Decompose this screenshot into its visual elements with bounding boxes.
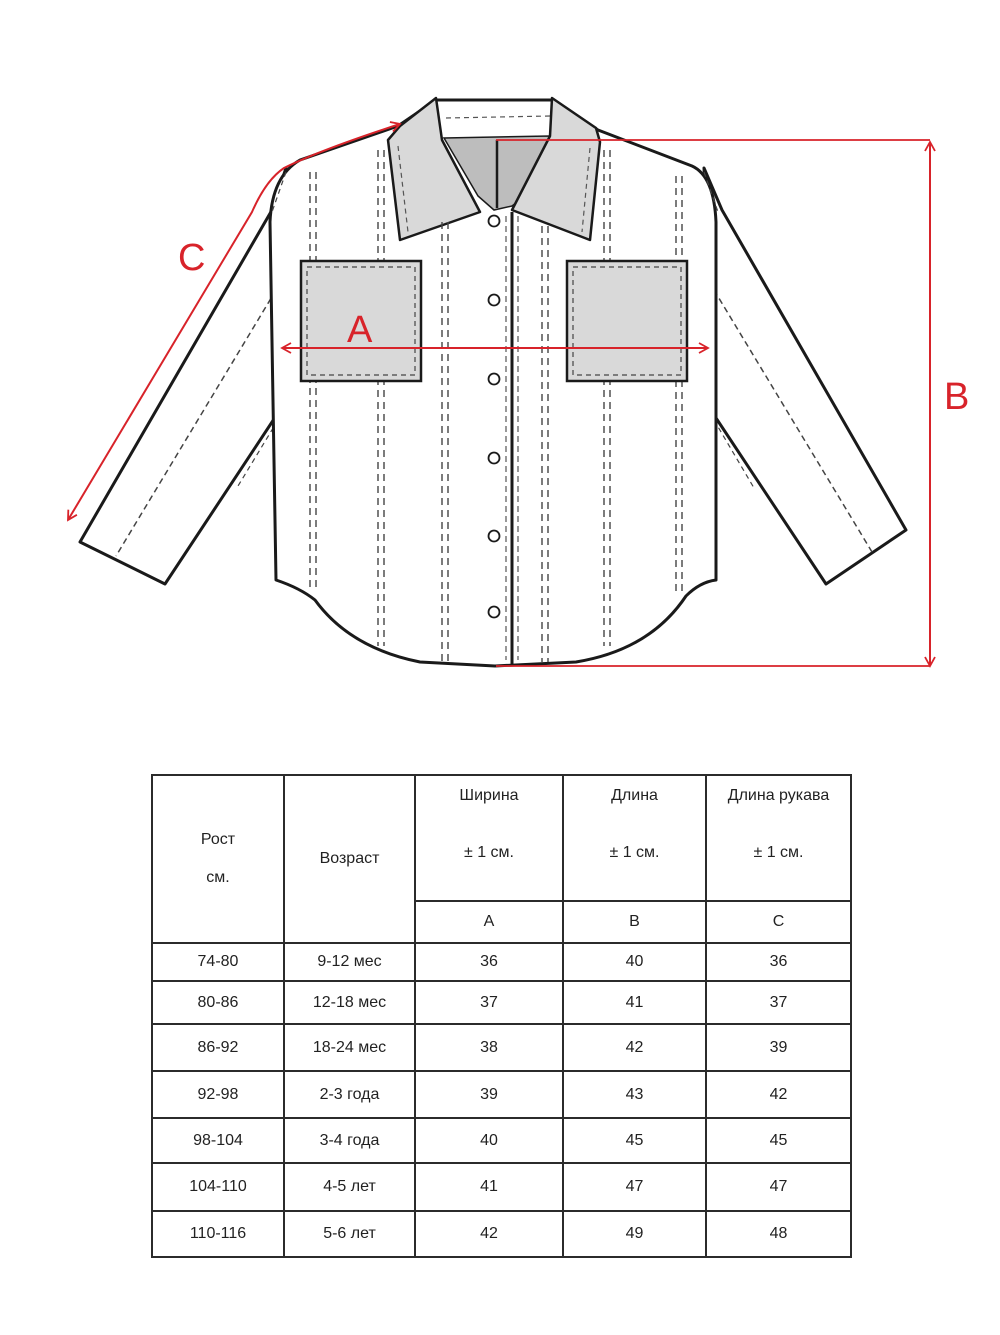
cell-width: 42 — [415, 1211, 563, 1257]
cell-width: 36 — [415, 943, 563, 981]
label-b: B — [944, 376, 970, 418]
cell-height: 86-92 — [152, 1024, 284, 1071]
cell-length: 45 — [563, 1118, 706, 1163]
right-sleeve — [704, 168, 906, 584]
cell-sleeve: 47 — [706, 1163, 851, 1211]
header-sleeve — [706, 775, 851, 901]
table-row — [152, 981, 851, 1024]
cell-length: 41 — [563, 981, 706, 1024]
table-row — [152, 1211, 851, 1257]
cell-length: 40 — [563, 943, 706, 981]
table-row — [152, 1118, 851, 1163]
cell-age: 2-3 года — [284, 1071, 415, 1118]
cell-height: 98-104 — [152, 1118, 284, 1163]
header-width-label: Ширина — [459, 787, 519, 804]
cell-length: 42 — [563, 1024, 706, 1071]
header-age — [284, 775, 415, 943]
header-sleeve-tolerance: ± 1 см. — [753, 844, 804, 861]
cell-sleeve: 39 — [706, 1024, 851, 1071]
right-pocket — [567, 261, 687, 381]
cell-sleeve: 36 — [706, 943, 851, 981]
header-code-c: C — [706, 901, 851, 943]
cell-height: 92-98 — [152, 1071, 284, 1118]
size-table — [151, 774, 852, 1258]
cell-age: 4-5 лет — [284, 1163, 415, 1211]
table-row — [152, 1163, 851, 1211]
cell-width: 40 — [415, 1118, 563, 1163]
header-age-label: Возраст — [319, 850, 380, 867]
table-row — [152, 1071, 851, 1118]
cell-width: 38 — [415, 1024, 563, 1071]
cell-height: 104-110 — [152, 1163, 284, 1211]
cell-width: 41 — [415, 1163, 563, 1211]
cell-height: 74-80 — [152, 943, 284, 981]
cell-sleeve: 42 — [706, 1071, 851, 1118]
header-height — [152, 775, 284, 943]
cell-age: 3-4 года — [284, 1118, 415, 1163]
header-width — [415, 775, 563, 901]
cell-height: 110-116 — [152, 1211, 284, 1257]
cell-age: 12-18 мес — [284, 981, 415, 1024]
cell-age: 18-24 мес — [284, 1024, 415, 1071]
header-length-tolerance: ± 1 см. — [609, 844, 660, 861]
cell-age: 9-12 мес — [284, 943, 415, 981]
table-row — [152, 943, 851, 981]
cell-sleeve: 37 — [706, 981, 851, 1024]
header-code-b: B — [563, 901, 706, 943]
cell-length: 49 — [563, 1211, 706, 1257]
header-code-a: A — [415, 901, 563, 943]
cell-length: 47 — [563, 1163, 706, 1211]
header-sleeve-label: Длина рукава — [727, 787, 830, 804]
cell-length: 43 — [563, 1071, 706, 1118]
cell-age: 5-6 лет — [284, 1211, 415, 1257]
cell-width: 37 — [415, 981, 563, 1024]
label-c: C — [178, 237, 206, 279]
cell-width: 39 — [415, 1071, 563, 1118]
header-height-label: Рост — [200, 831, 236, 848]
header-length-label: Длина — [611, 787, 658, 804]
header-length — [563, 775, 706, 901]
label-a: A — [347, 309, 373, 351]
cell-sleeve: 48 — [706, 1211, 851, 1257]
left-sleeve — [80, 168, 286, 584]
header-width-tolerance: ± 1 см. — [463, 844, 514, 861]
header-height-unit: см. — [206, 869, 230, 886]
table-row — [152, 1024, 851, 1071]
cell-height: 80-86 — [152, 981, 284, 1024]
cell-sleeve: 45 — [706, 1118, 851, 1163]
